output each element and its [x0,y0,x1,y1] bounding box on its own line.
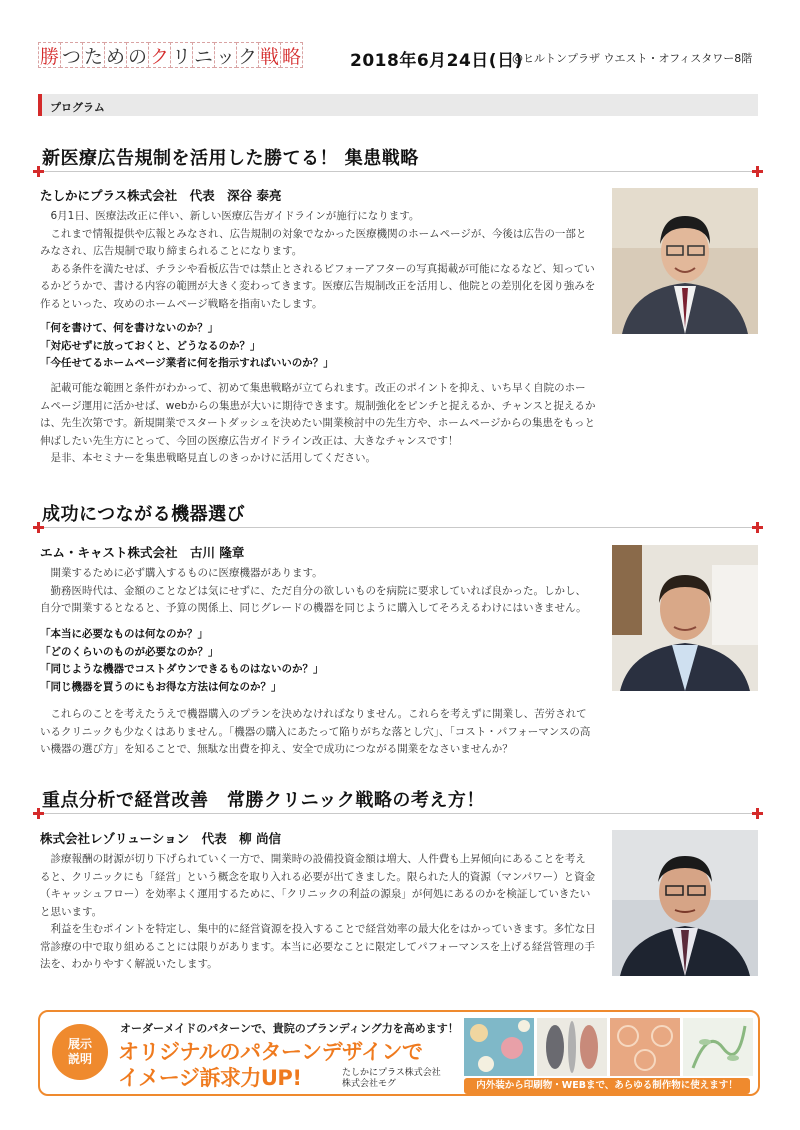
company-name: 株式会社モグ [342,1079,397,1089]
title-char: ニ [192,42,215,68]
question: 「本当に必要なものは何なのか？」 [40,628,208,640]
exhibit-banner [38,1010,760,1096]
section-title: 重点分析で経営改善 常勝クリニック戦略の考え方！ [42,790,485,811]
paragraph: ある条件を満たせば、チラシや看板広告では禁止とされるビフォーアフターの写真掲載が可能になるなど、知っているかどうかで、書ける内容の範囲が大きく変わってきます。医療広告規制改正を活用し、他院との差別化を図り強みを作るといった、攻めのホームページ戦略を指南いたします。 [40,262,596,310]
plus-mark-icon [752,166,763,177]
paragraph: 開業するために必ず購入するものに医療機器があります。 [50,567,323,579]
badge-text: 説明 [67,1052,92,1066]
question: 「対応せずに放っておくと、どうなるのか？」 [40,339,261,352]
title-char: の [126,42,149,68]
question: 「今任せてるホームページ業者に何を指示すればいいのか？」 [40,357,334,369]
company-name: たしかにプラス株式会社 [342,1068,441,1078]
section-divider [38,813,762,814]
speaker-photo [612,830,758,976]
section-body [40,706,596,759]
section-title: 成功につながる機器選び [42,504,246,525]
paragraph: 6月1日、医療法改正に伴い、新しい医療広告ガイドラインが施行になります。 [50,210,420,222]
speaker-photo [612,188,758,334]
question: 「同じ機器を買うのにもお得な方法は何なのか？」 [40,680,282,693]
title-char: リ [170,42,193,68]
speaker-name: 株式会社レゾリューション 代表 柳 尚信 [40,831,281,846]
title-char: ク [148,42,171,68]
banner-headline: オリジナルのパターンデザインで [118,1040,423,1064]
title-char: ク [236,42,259,68]
section-body [40,851,596,974]
paragraph: 利益を生むポイントを特定し、集中的に経営資源を投入することで経営効率の最大化をはかっていきます。多忙な日常診療の中で取り組めることには限りがあります。本当に必要なことに限定してパフォーマンスを上げる経営管理の手法を、わかりやすく解説いたします。 [40,923,596,970]
paragraph: 記載可能な範囲と条件がわかって、初めて集患戦略が立てられます。改正のポイントを抑え、いち早く自院のホームページ運用に活かせば、webからの集患が大いに期待できます。規制強化をピンチと捉えるか、チャンスと捉えるかは、先生次第です。新規開業でスタートダッシュを決めたい開業検討中の先生方や、ホームページからの集患をもっと伸ばしたい先生方にとって、今回の医療広告ガイドライン改正は、大きなチャンスです！ [40,382,596,447]
event-date: 2018年6月24日(日) [350,51,523,71]
banner-headline: イメージ訴求力UP! [118,1066,302,1090]
paragraph: 是非、本セミナーを集患戦略見直しのきっかけに活用してください。 [50,452,376,464]
section-divider [38,171,762,172]
page-header [38,42,762,72]
paragraph: これらのことを考えたうえで機器購入のプランを決めなければなりません。これらを考えずに開業し、苦労されているクリニックも少なくはありません。「機器の購入にあたって陥りがちな落とし穴」、「コスト・パフォーマンスの高い機器の選び方」を知ることで、無駄な出費を抑え、安全で成功につながる開業をなさいませんか？ [40,708,591,755]
paragraph: これまで情報提供や広報とみなされ、広告規制の対象でなかった医療機関のホームページが、今後は広告の一部とみなされ、広告規制で取り締まられることになります。 [40,227,587,257]
accent-mark [38,94,42,116]
exhibit-badge [52,1024,108,1080]
pattern-swatches [464,1018,753,1076]
plus-mark-icon [33,522,44,533]
badge-text: 展示 [67,1037,92,1051]
title-char: 戦 [258,42,281,68]
speaker-photo [612,545,758,691]
section-body [40,208,596,313]
question: 「同じような機器でコストダウンできるものはないのか？」 [40,663,324,675]
pattern-swatch [610,1018,680,1076]
plus-mark-icon [33,808,44,819]
program-label: プログラム [50,101,105,114]
section-body [40,565,596,618]
event-venue: @ヒルトンプラザ ウエスト・オフィスタワー8階 [512,52,753,65]
paragraph: 診療報酬の財源が切り下げられていく一方で、開業時の設備投資金額は増大、人件費も上昇傾向にあることを考えると、クリニックにも「経営」という概念を取り入れる必要が出てきました。限られた人的資源（マンパワー）と資金（キャッシュフロー）を効率よく運用するために、「クリニックの利益の源泉」が何処にあるのかを検証していきたいと思います。 [40,853,596,918]
speaker-name: エム・キャスト株式会社 古川 隆章 [40,545,245,560]
plus-mark-icon [33,166,44,177]
plus-mark-icon [752,808,763,819]
title-char: た [82,42,105,68]
banner-companies [342,1068,441,1090]
pattern-swatch [683,1018,753,1076]
section-divider [38,527,762,528]
banner-footer: 内外装から印刷物・WEBまで、あらゆる制作物に使えます！ [464,1078,750,1094]
pattern-swatch [537,1018,607,1076]
banner-tagline: オーダーメイドのパターンで、貴院のブランディング力を高めます！ [120,1022,459,1035]
question: 「何を書けて、何を書けないのか？」 [40,322,219,334]
title-char: つ [60,42,83,68]
question-list [40,320,334,373]
section-body [40,380,596,468]
title-char: 略 [280,42,303,68]
paragraph: 勤務医時代は、金額のことなどは気にせずに、ただ自分の欲しいものを病院に要求していれば良かった。しかし、自分で開業するとなると、予算の関係上、同じグレードの機器を同じように購入してそろえるわけにはいきません。 [40,584,587,614]
title-char: ッ [214,42,237,68]
plus-mark-icon [752,522,763,533]
speaker-name: たしかにプラス株式会社 代表 深谷 泰亮 [40,188,282,203]
title-char: 勝 [38,42,61,68]
title-char: め [104,42,127,68]
pattern-swatch [464,1018,534,1076]
event-title [38,42,302,68]
section-title: 新医療広告規制を活用した勝てる！ 集患戦略 [42,148,419,169]
question: 「どのくらいのものが必要なのか？」 [40,645,219,658]
question-list [40,626,324,696]
program-heading-bar [38,94,758,116]
